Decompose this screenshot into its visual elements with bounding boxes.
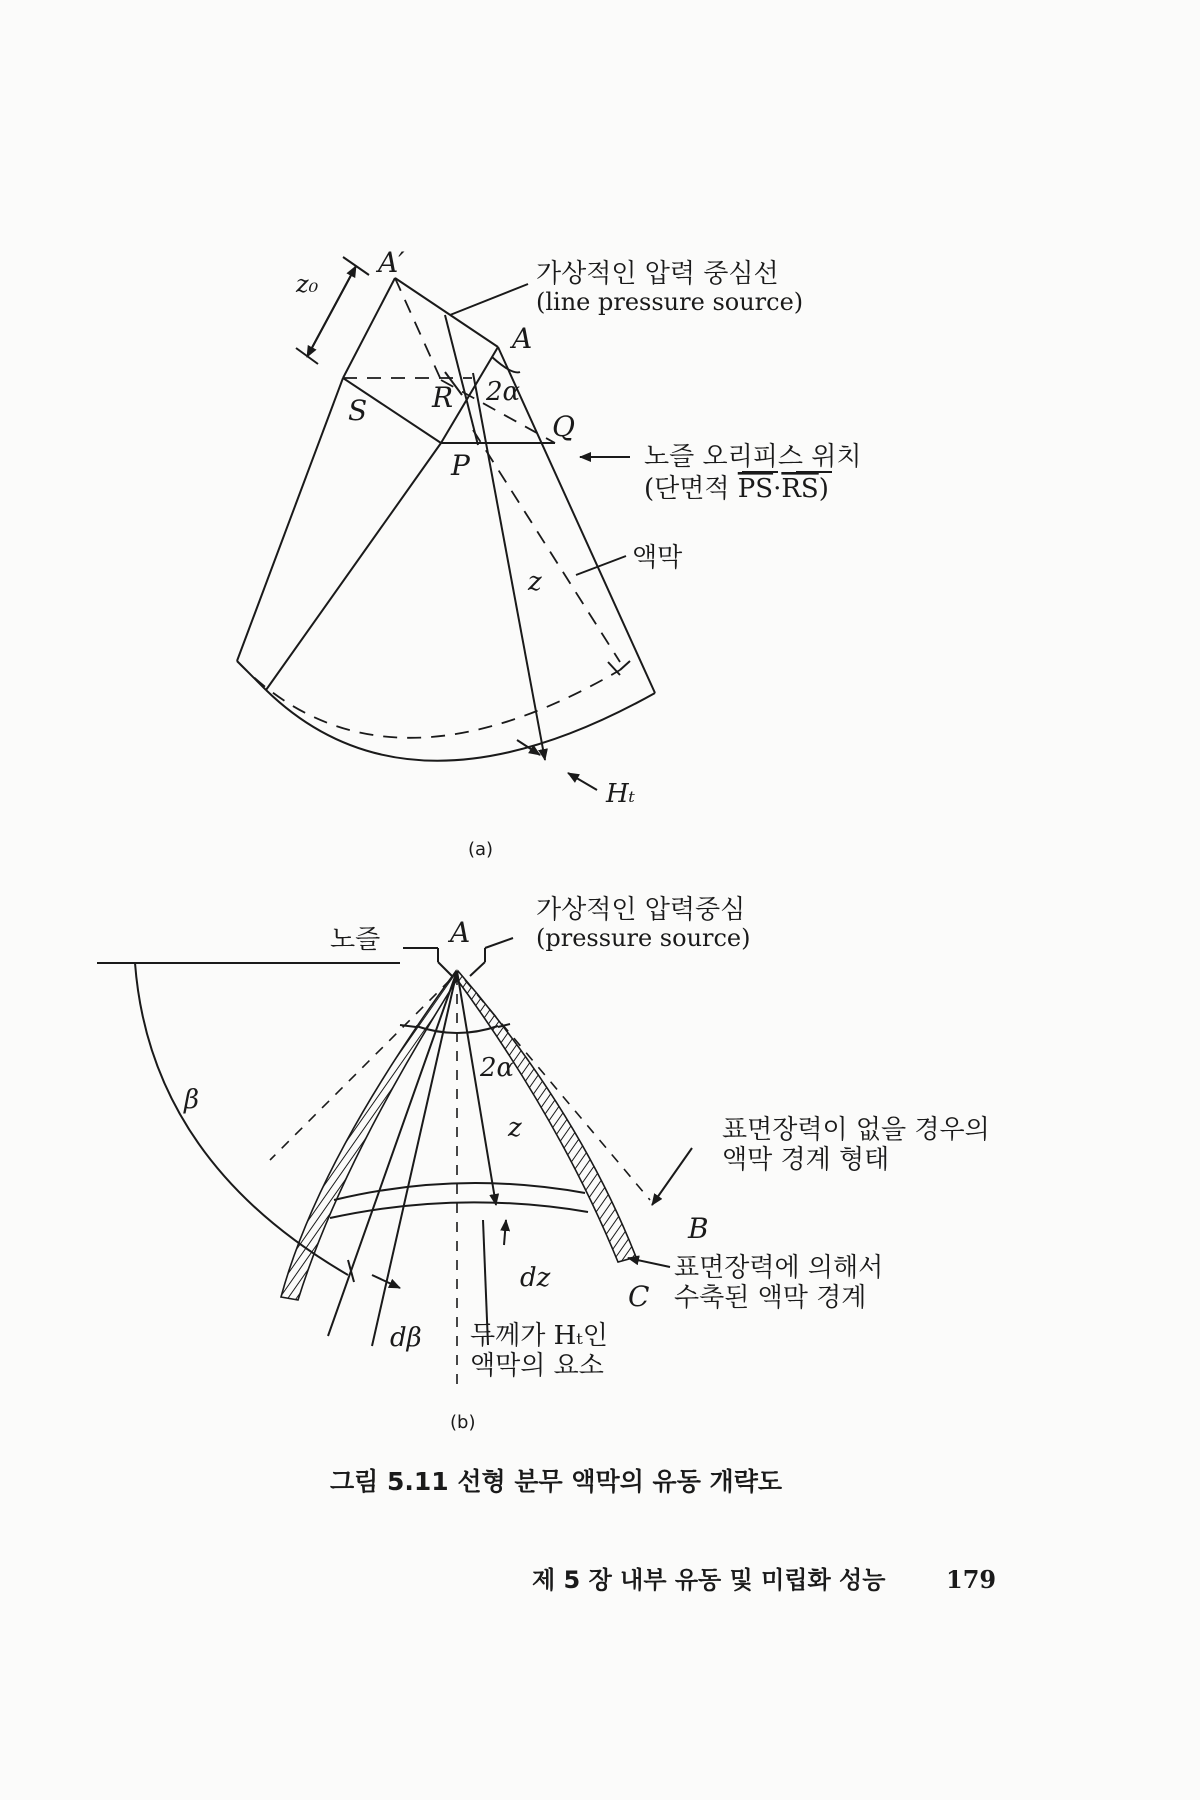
label-a-prime: A′ (378, 246, 405, 279)
annot-sheet: 액막 (632, 543, 683, 573)
label-a-b: A (450, 916, 471, 949)
caption-b: (b) (450, 1412, 476, 1433)
sheet-boundary-left (281, 971, 458, 1300)
label-2alpha-b: 2α (480, 1053, 515, 1083)
annot-orifice-2: (단면적 PS·RS) (644, 474, 829, 504)
annot-source-ko: 가상적인 압력중심 (536, 895, 746, 925)
label-c: C (628, 1280, 650, 1313)
label-ht: Hₜ (606, 779, 636, 809)
annot-source-en: (pressure source) (536, 924, 751, 952)
figure-caption: 그림 5.11 선형 분무 액막의 유동 개략도 (330, 1467, 783, 1496)
label-nozzle: 노즐 (330, 925, 381, 955)
caption-a: (a) (468, 839, 494, 860)
page-footer (532, 1565, 996, 1594)
annot-no-tension-2: 액막 경계 형태 (722, 1145, 890, 1175)
annot-no-tension-1: 표면장력이 없을 경우의 (722, 1115, 990, 1145)
annot-orifice-ps: PS (737, 474, 774, 504)
annot-tension-2: 수축된 액막 경계 (674, 1283, 867, 1313)
annot-tension-1: 표면장력에 의해서 (674, 1253, 884, 1283)
label-s: S (348, 394, 368, 427)
label-z: z (528, 567, 542, 597)
footer-page-number: 179 (946, 1565, 997, 1594)
figure-a (237, 246, 861, 860)
label-q: Q (552, 410, 575, 443)
label-dbeta: dβ (390, 1323, 422, 1353)
label-p: P (451, 449, 470, 482)
annot-orifice-rs: RS (781, 474, 819, 504)
label-r: R (432, 381, 454, 414)
annot-orifice-1: 노즐 오리피스 위치 (644, 442, 862, 472)
label-b: B (688, 1212, 709, 1245)
label-a: A (512, 322, 533, 355)
label-2alpha: 2α (486, 377, 521, 407)
annot-element-1: 두께가 Hₜ인 (470, 1321, 608, 1351)
label-z-b: z (508, 1113, 522, 1143)
footer-chapter: 제 5 장 내부 유동 및 미립화 성능 (532, 1566, 886, 1594)
annot-line-source-ko: 가상적인 압력 중심선 (536, 259, 779, 289)
label-z0: z₀ (296, 270, 319, 298)
sheet-boundary-right (456, 971, 636, 1262)
annot-element-2: 액막의 요소 (470, 1351, 604, 1381)
figure-b (97, 895, 990, 1433)
label-beta: β (184, 1085, 200, 1115)
label-dz: dz (520, 1263, 551, 1293)
annot-line-source-en: (line pressure source) (536, 288, 804, 316)
